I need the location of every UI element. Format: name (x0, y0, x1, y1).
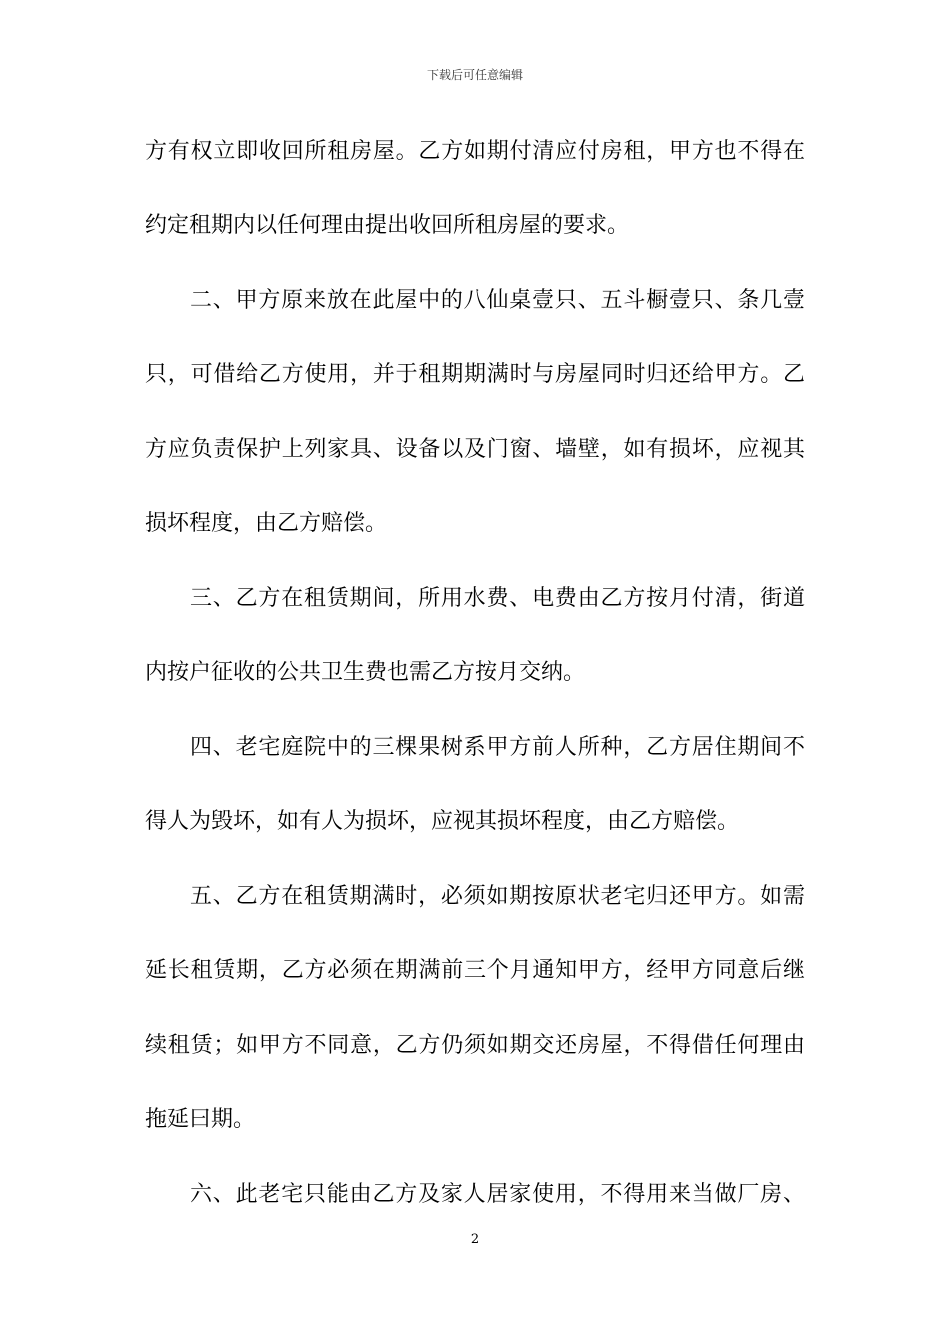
page-number: 2 (470, 1232, 480, 1247)
paragraph-first-line: 六、此老宅只能由乙方及家人居家使用，不得用来当做厂房、 (190, 1182, 805, 1207)
text-line: 续租赁；如甲方不同意，乙方仍须如期交还房屋，不得借任何理由 (145, 1033, 805, 1058)
text-line: 延长租赁期，乙方必须在期满前三个月通知甲方，经甲方同意后继 (145, 958, 805, 983)
text-line: 约定租期内以任何理由提出收回所租房屋的要求。 (145, 213, 630, 238)
paragraph-first-line: 五、乙方在租赁期满时，必须如期按原状老宅归还甲方。如需 (190, 884, 805, 909)
text-line: 方有权立即收回所租房屋。乙方如期付清应付房租，甲方也不得在 (145, 139, 805, 164)
page-header: 下载后可任意编辑 (426, 68, 523, 82)
paragraph-first-line: 三、乙方在租赁期间，所用水费、电费由乙方按月付清，街道 (190, 586, 805, 611)
text-line: 内按户征收的公共卫生费也需乙方按月交纳。 (145, 660, 586, 685)
text-line: 得人为毁坏，如有人为损坏，应视其损坏程度，由乙方赔偿。 (145, 809, 740, 834)
text-line: 只，可借给乙方使用，并于租期期满时与房屋同时归还给甲方。乙 (145, 362, 805, 387)
text-line: 拖延曰期。 (145, 1107, 256, 1132)
paragraph-first-line: 二、甲方原来放在此屋中的八仙桌壹只、五斗橱壹只、条几壹 (190, 288, 805, 313)
text-line: 损坏程度，由乙方赔偿。 (145, 511, 388, 536)
paragraph-first-line: 四、老宅庭院中的三棵果树系甲方前人所种，乙方居住期间不 (190, 735, 805, 760)
text-line: 方应负责保护上列家具、设备以及门窗、墙壁，如有损坏，应视其 (145, 437, 805, 462)
